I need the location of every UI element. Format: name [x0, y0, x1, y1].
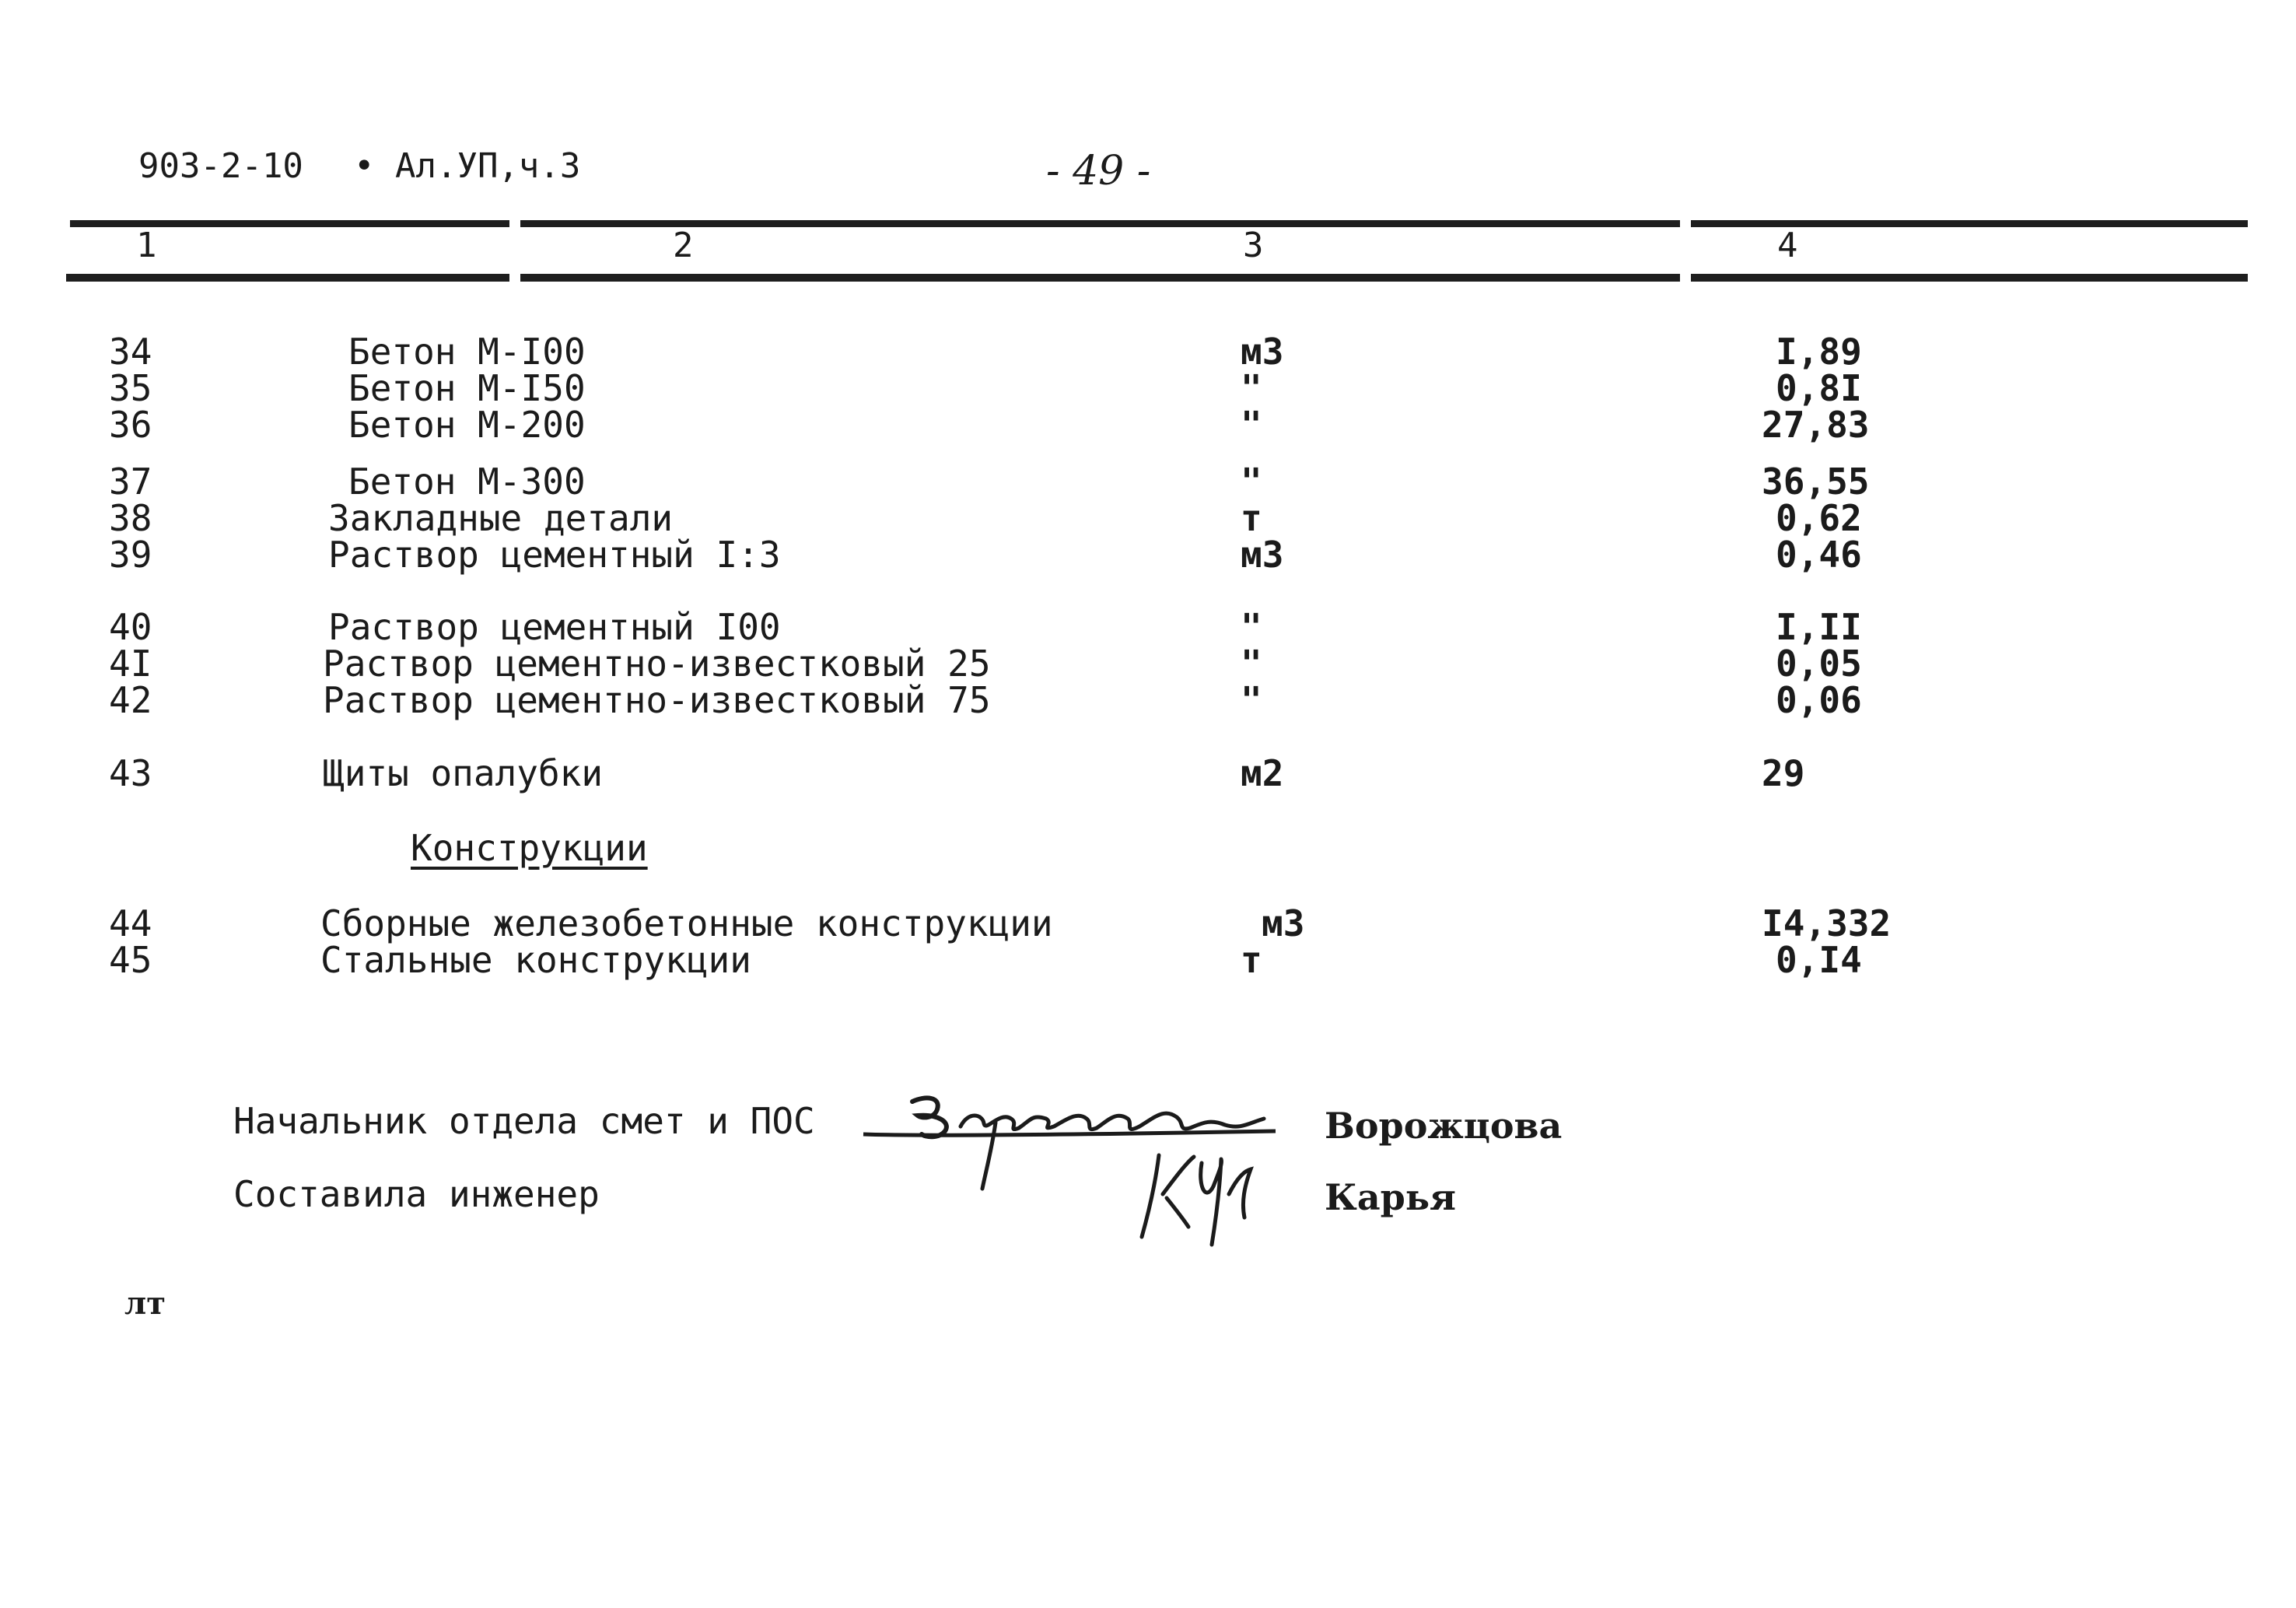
table-row — [0, 367, 2296, 409]
document-code: 903-2-10 — [138, 146, 303, 186]
row-unit: " — [1241, 404, 1262, 446]
row-name: Бетон М-200 — [348, 404, 586, 446]
signature-name-engineer: Карья — [1325, 1176, 1457, 1218]
row-number: 40 — [109, 606, 152, 648]
row-name: Бетон М-I50 — [348, 367, 586, 409]
row-unit: м3 — [1262, 902, 1305, 944]
column-gap — [1680, 215, 1691, 288]
row-number: 36 — [109, 404, 152, 446]
footer-mark: лт — [124, 1285, 166, 1322]
row-quantity: 36,55 — [1762, 461, 1870, 503]
row-unit: т — [1241, 497, 1262, 539]
section-heading: Конструкции — [411, 827, 648, 869]
table-row — [0, 941, 2296, 979]
row-name: Раствор цементно-известковый 75 — [323, 679, 991, 721]
table-row — [0, 608, 2296, 646]
table-top-rule — [70, 220, 2248, 227]
column-number-1: 1 — [136, 226, 157, 265]
row-unit: м3 — [1241, 534, 1284, 576]
row-name: Щиты опалубки — [323, 752, 604, 794]
signature-role-engineer: Составила инженер — [233, 1173, 600, 1215]
row-number: 39 — [109, 534, 152, 576]
row-unit: " — [1241, 679, 1262, 721]
table-row — [0, 534, 2296, 576]
table-row — [0, 643, 2296, 685]
table-row — [0, 752, 2296, 794]
row-number: 35 — [109, 367, 152, 409]
row-quantity: 0,62 — [1776, 497, 1862, 539]
row-quantity: I,89 — [1776, 331, 1862, 373]
column-number-3: 3 — [1243, 226, 1264, 265]
table-row — [0, 902, 2296, 944]
row-number: 38 — [109, 497, 152, 539]
row-quantity: 27,83 — [1762, 404, 1870, 446]
row-unit: т — [1241, 939, 1262, 981]
row-unit: м3 — [1241, 331, 1284, 373]
row-unit: " — [1241, 367, 1262, 409]
table-row — [0, 404, 2296, 446]
row-unit: " — [1241, 643, 1262, 685]
table-row — [0, 499, 2296, 537]
table-row — [0, 681, 2296, 719]
row-name: Бетон М-300 — [348, 461, 586, 503]
row-name: Раствор цементный I:3 — [328, 534, 781, 576]
row-quantity: 0,06 — [1776, 679, 1862, 721]
row-number: 4I — [109, 643, 152, 685]
row-name: Стальные конструкции — [320, 939, 751, 981]
page-number: - 49 - — [1046, 148, 1151, 194]
row-quantity: 0,8I — [1776, 367, 1862, 409]
row-number: 34 — [109, 331, 152, 373]
table-bottom-rule — [66, 274, 2248, 282]
row-name: Бетон М-I00 — [348, 331, 586, 373]
row-name: Раствор цементный I00 — [328, 606, 781, 648]
signature-role-head: Начальник отдела смет и ПОС — [233, 1100, 815, 1142]
row-name: Закладные детали — [328, 497, 674, 539]
row-name: Раствор цементно-известковый 25 — [323, 643, 991, 685]
signature-name-head: Ворожцова — [1325, 1105, 1563, 1147]
row-quantity: 0,I4 — [1776, 939, 1862, 981]
row-unit: " — [1241, 606, 1262, 648]
row-number: 37 — [109, 461, 152, 503]
column-number-2: 2 — [673, 226, 694, 265]
row-quantity: I4,332 — [1762, 902, 1892, 944]
row-unit: " — [1241, 461, 1262, 503]
row-quantity: 29 — [1762, 752, 1805, 794]
row-number: 45 — [109, 939, 152, 981]
row-number: 44 — [109, 902, 152, 944]
document-section: • Ал.УП,ч.3 — [354, 146, 581, 186]
table-row — [0, 331, 2296, 373]
row-quantity: I,II — [1776, 606, 1862, 648]
handwritten-signature-2 — [1128, 1140, 1268, 1249]
column-gap — [509, 215, 520, 288]
row-number: 42 — [109, 679, 152, 721]
row-unit: м2 — [1241, 752, 1284, 794]
table-row — [0, 461, 2296, 503]
column-number-4: 4 — [1777, 226, 1798, 265]
row-quantity: 0,46 — [1776, 534, 1862, 576]
row-quantity: 0,05 — [1776, 643, 1862, 685]
row-name: Сборные железобетонные конструкции — [320, 902, 1053, 944]
row-number: 43 — [109, 752, 152, 794]
